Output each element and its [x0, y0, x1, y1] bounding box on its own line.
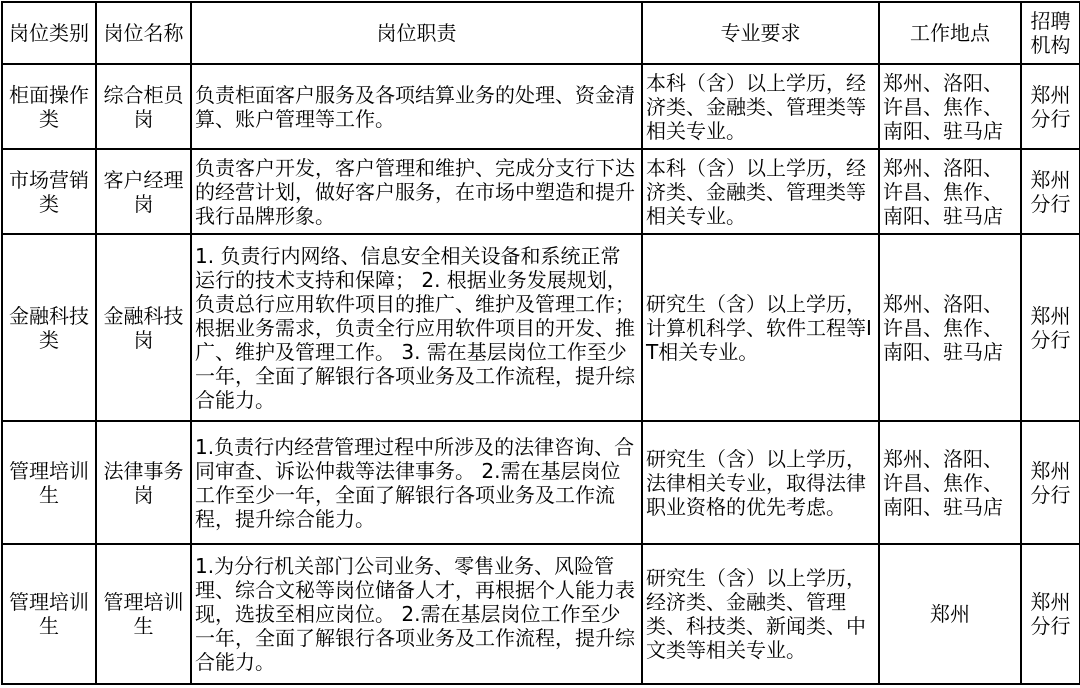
- cell-duty: 1.为分行机关部门公司业务、零售业务、风险管理、综合文秘等岗位储备人才，再根据个人能力表现，选拔至相应岗位。 2.需在基层岗位工作至少一年，全面了解银行各项业务及工作流程，提升综合能力。: [191, 544, 642, 684]
- cell-location: 郑州、洛阳、许昌、焦作、南阳、驻马店: [879, 234, 1021, 421]
- cell-location: 郑州、洛阳、许昌、焦作、南阳、驻马店: [879, 64, 1021, 149]
- cell-name: 法律事务岗: [96, 421, 191, 544]
- table-row: [2, 234, 1080, 421]
- cell-duty: 1. 负责行内网络、信息安全相关设备和系统正常运行的技术支持和保障； 2. 根据业务发展规划，负责总行应用软件项目的推广、维护及管理工作；根据业务需求，负责全行应用软件项目的开发、推广、维护及管理工作。 3. 需在基层岗位工作至少一年，全面了解银行各项业务及工作流程，提升综合能力。: [191, 234, 642, 421]
- table-header-row: [2, 2, 1080, 64]
- cell-org: 郑州分行: [1021, 544, 1080, 684]
- cell-category: 管理培训生: [2, 421, 96, 544]
- header-name: 岗位名称: [96, 2, 191, 64]
- cell-duty: 负责客户开发，客户管理和维护、完成分支行下达的经营计划，做好客户服务，在市场中塑造和提升我行品牌形象。: [191, 149, 642, 234]
- cell-duty: 负责柜面客户服务及各项结算业务的处理、资金清算、账户管理等工作。: [191, 64, 642, 149]
- cell-duty: 1.负责行内经营管理过程中所涉及的法律咨询、合同审查、诉讼仲裁等法律事务。 2.需在基层岗位工作至少一年，全面了解银行各项业务及工作流程，提升综合能力。: [191, 421, 642, 544]
- header-org: 招聘机构: [1021, 2, 1080, 64]
- recruitment-table: [1, 1, 1080, 685]
- cell-requirement: 研究生（含）以上学历，计算机科学、软件工程等IT相关专业。: [642, 234, 879, 421]
- header-location: 工作地点: [879, 2, 1021, 64]
- cell-requirement: 研究生（含）以上学历，法律相关专业，取得法律职业资格的优先考虑。: [642, 421, 879, 544]
- cell-requirement: 本科（含）以上学历，经济类、金融类、管理类等相关专业。: [642, 149, 879, 234]
- cell-location: 郑州: [879, 544, 1021, 684]
- cell-name: 金融科技岗: [96, 234, 191, 421]
- cell-org: 郑州分行: [1021, 421, 1080, 544]
- table-row: [2, 544, 1080, 684]
- table-row: [2, 64, 1080, 149]
- cell-org: 郑州分行: [1021, 64, 1080, 149]
- header-category: 岗位类别: [2, 2, 96, 64]
- header-duty: 岗位职责: [191, 2, 642, 64]
- cell-location: 郑州、洛阳、许昌、焦作、南阳、驻马店: [879, 149, 1021, 234]
- cell-category: 柜面操作类: [2, 64, 96, 149]
- table-row: [2, 149, 1080, 234]
- cell-name: 综合柜员岗: [96, 64, 191, 149]
- cell-category: 市场营销类: [2, 149, 96, 234]
- table-row: [2, 421, 1080, 544]
- cell-location: 郑州、洛阳、许昌、焦作、南阳、驻马店: [879, 421, 1021, 544]
- cell-category: 金融科技类: [2, 234, 96, 421]
- cell-name: 客户经理岗: [96, 149, 191, 234]
- cell-requirement: 研究生（含）以上学历，经济类、金融类、管理类、科技类、新闻类、中文类等相关专业。: [642, 544, 879, 684]
- cell-name: 管理培训生: [96, 544, 191, 684]
- cell-org: 郑州分行: [1021, 149, 1080, 234]
- cell-category: 管理培训生: [2, 544, 96, 684]
- cell-org: 郑州分行: [1021, 234, 1080, 421]
- cell-requirement: 本科（含）以上学历，经济类、金融类、管理类等相关专业。: [642, 64, 879, 149]
- header-requirement: 专业要求: [642, 2, 879, 64]
